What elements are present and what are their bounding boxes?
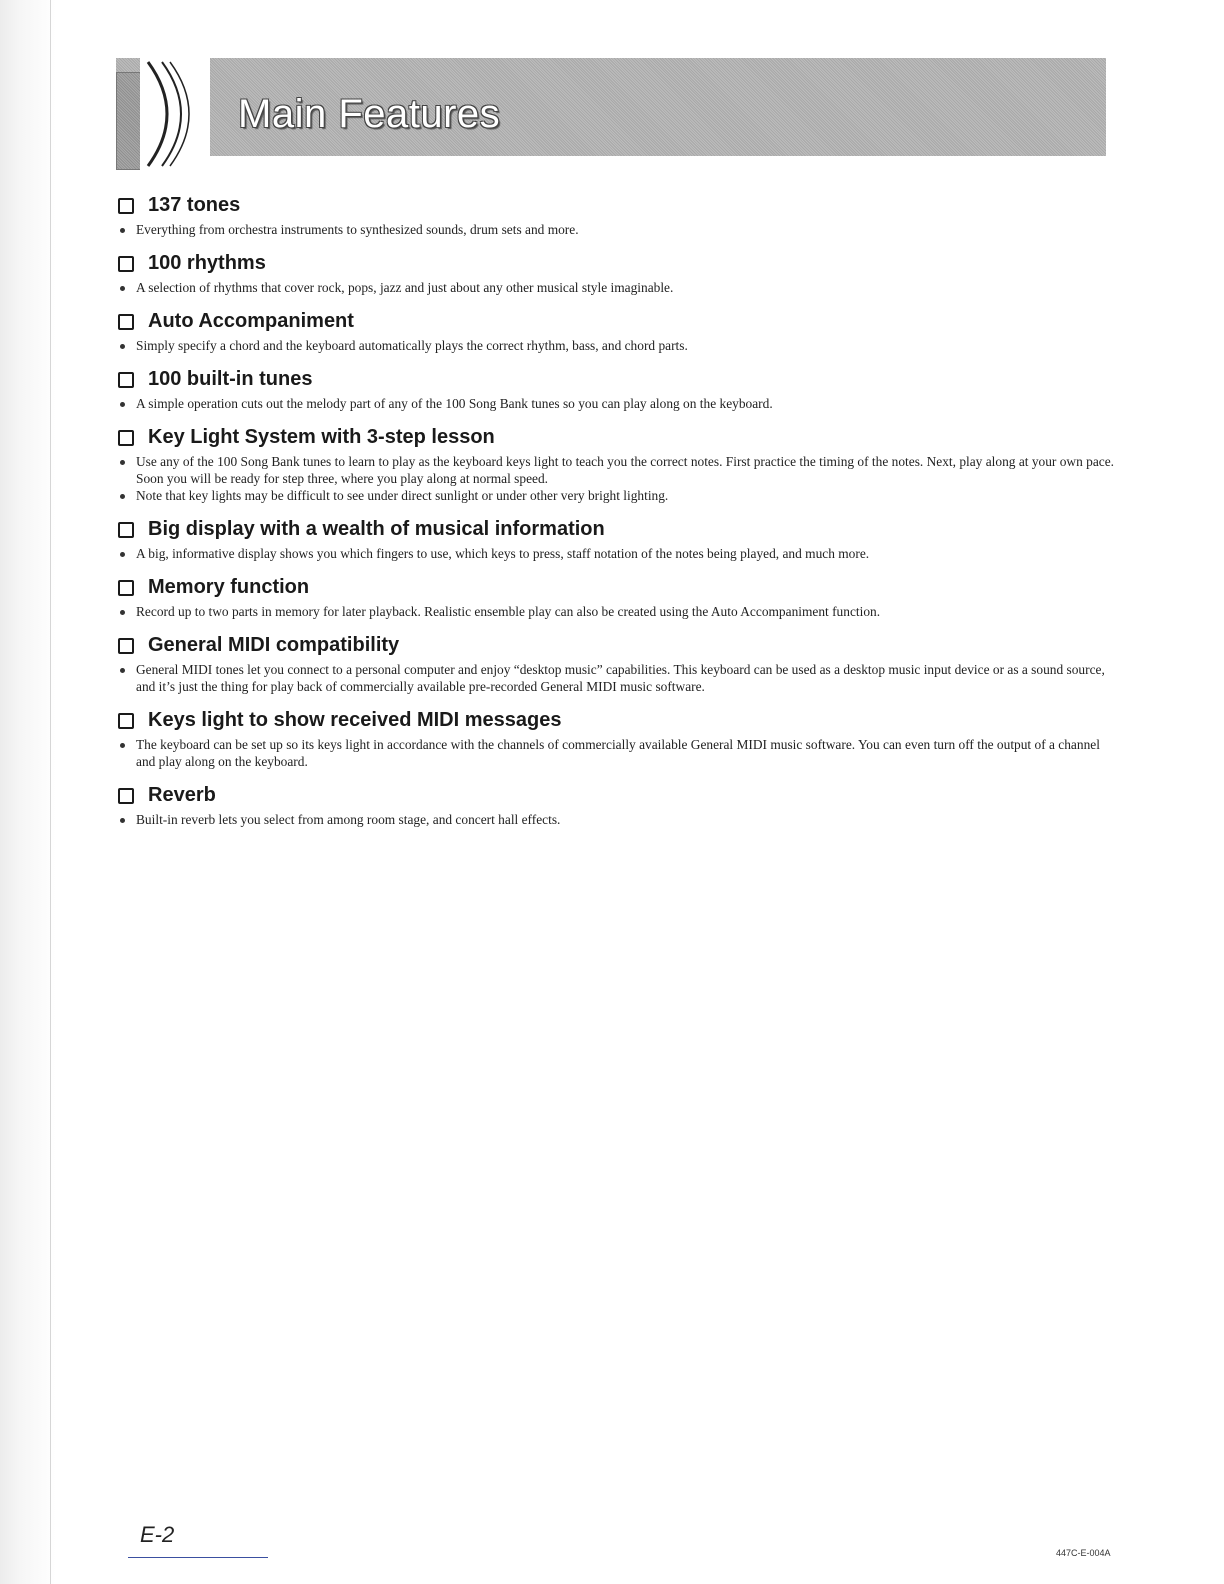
feature-heading [118,426,1118,449]
feature-bullet-text: Everything from orchestra instruments to synthesized sounds, drum sets and more. [136,222,579,237]
feature-bullet-text: A selection of rhythms that cover rock, pops, jazz and just about any other musical style imaginable. [136,280,674,295]
checkbox-icon [118,788,134,804]
feature-bullet-text: Simply specify a chord and the keyboard automatically plays the correct rhythm, bass, and chord parts. [136,338,688,353]
feature-bullet [118,661,1118,695]
feature-bullet-list [118,811,1118,828]
feature-heading-text: 100 built-in tunes [148,368,313,390]
feature-bullet [118,736,1118,770]
feature-bullet-list [118,661,1118,695]
feature-bullet [118,453,1118,487]
feature-heading [118,634,1118,657]
bullet-dot-icon [120,460,125,465]
feature-section [118,368,1118,412]
feature-heading [118,576,1118,599]
feature-bullet-text: Record up to two parts in memory for later playback. Realistic ensemble play can also be created using the Auto Accompaniment function. [136,604,881,619]
feature-section [118,576,1118,620]
feature-bullet [118,337,1118,354]
feature-heading [118,368,1118,391]
checkbox-icon [118,430,134,446]
feature-bullet-text: The keyboard can be set up so its keys light in accordance with the channels of commercially available General MIDI music software. You can even turn off the output of a channel and play along on the keyboard. [136,737,1100,769]
feature-bullet-list [118,395,1118,412]
bullet-dot-icon [120,818,125,823]
feature-section [118,709,1118,770]
feature-heading-text: Keys light to show received MIDI messages [148,709,562,731]
feature-heading-text: General MIDI compatibility [148,634,400,656]
bullet-dot-icon [120,286,125,291]
checkbox-icon [118,256,134,272]
feature-heading-text: Memory function [148,576,310,598]
checkbox-icon [118,713,134,729]
feature-bullet-list [118,221,1118,238]
feature-bullet-list [118,279,1118,296]
checkbox-icon [118,198,134,214]
checkbox-icon [118,372,134,388]
bullet-dot-icon [120,228,125,233]
feature-bullet [118,487,1118,504]
feature-heading-text: Reverb [148,784,216,806]
bullet-dot-icon [120,668,125,673]
feature-bullet [118,395,1118,412]
feature-bullet-text: General MIDI tones let you connect to a personal computer and enjoy “desktop music” capabilities. This keyboard can be used as a desktop music input device or as a sound source, and it’s just the thing for play back of commercially available pre-recorded General MIDI music software. [136,662,1105,694]
feature-bullet-list [118,337,1118,354]
feature-bullet-text: Built-in reverb lets you select from among room stage, and concert hall effects. [136,812,561,827]
feature-section [118,426,1118,504]
feature-bullet-text: Note that key lights may be difficult to see under direct sunlight or under other very bright lighting. [136,488,669,503]
feature-heading [118,709,1118,732]
feature-bullet [118,221,1118,238]
bullet-dot-icon [120,610,125,615]
bullet-dot-icon [120,743,125,748]
feature-section [118,634,1118,695]
page-edge-shadow [0,0,56,1584]
checkbox-icon [118,638,134,654]
feature-heading-text: 100 rhythms [148,252,266,274]
feature-section [118,518,1118,562]
page-edge-line [50,0,51,1584]
feature-bullet-list [118,545,1118,562]
feature-bullet [118,603,1118,620]
header-bracket-icon [140,58,210,170]
feature-bullet [118,811,1118,828]
feature-heading-text: 137 tones [148,194,241,216]
feature-heading-text: Auto Accompaniment [148,310,354,332]
bullet-dot-icon [120,344,125,349]
feature-bullet-list [118,736,1118,770]
feature-bullet-text: Use any of the 100 Song Bank tunes to learn to play as the keyboard keys light to teach you the correct notes. First practice the timing of the notes. Next, play along at your own pace. Soon you will be ready for step three, where you play along at normal speed. [136,454,1115,486]
document-code: 447C-E-004A [1056,1548,1111,1558]
feature-section [118,194,1118,238]
feature-bullet-list [118,603,1118,620]
feature-section [118,784,1118,828]
bullet-dot-icon [120,552,125,557]
feature-bullet [118,545,1118,562]
feature-heading [118,784,1118,807]
feature-section [118,310,1118,354]
footer-rule [128,1557,268,1558]
feature-heading [118,518,1118,541]
bullet-dot-icon [120,402,125,407]
page-title: Main Features [238,92,501,136]
feature-bullet [118,279,1118,296]
feature-bullet-text: A big, informative display shows you which fingers to use, which keys to press, staff notation of the notes being played, and much more. [136,546,870,561]
bullet-dot-icon [120,494,125,499]
feature-heading-text: Key Light System with 3-step lesson [148,426,495,448]
feature-section [118,252,1118,296]
feature-heading-text: Big display with a wealth of musical information [148,518,605,540]
feature-list [118,194,1118,842]
feature-heading [118,194,1118,217]
checkbox-icon [118,580,134,596]
checkbox-icon [118,522,134,538]
feature-heading [118,252,1118,275]
feature-heading [118,310,1118,333]
checkbox-icon [118,314,134,330]
feature-bullet-text: A simple operation cuts out the melody part of any of the 100 Song Bank tunes so you can play along on the keyboard. [136,396,773,411]
page-number: E-2 [140,1522,175,1547]
feature-bullet-list [118,453,1118,504]
